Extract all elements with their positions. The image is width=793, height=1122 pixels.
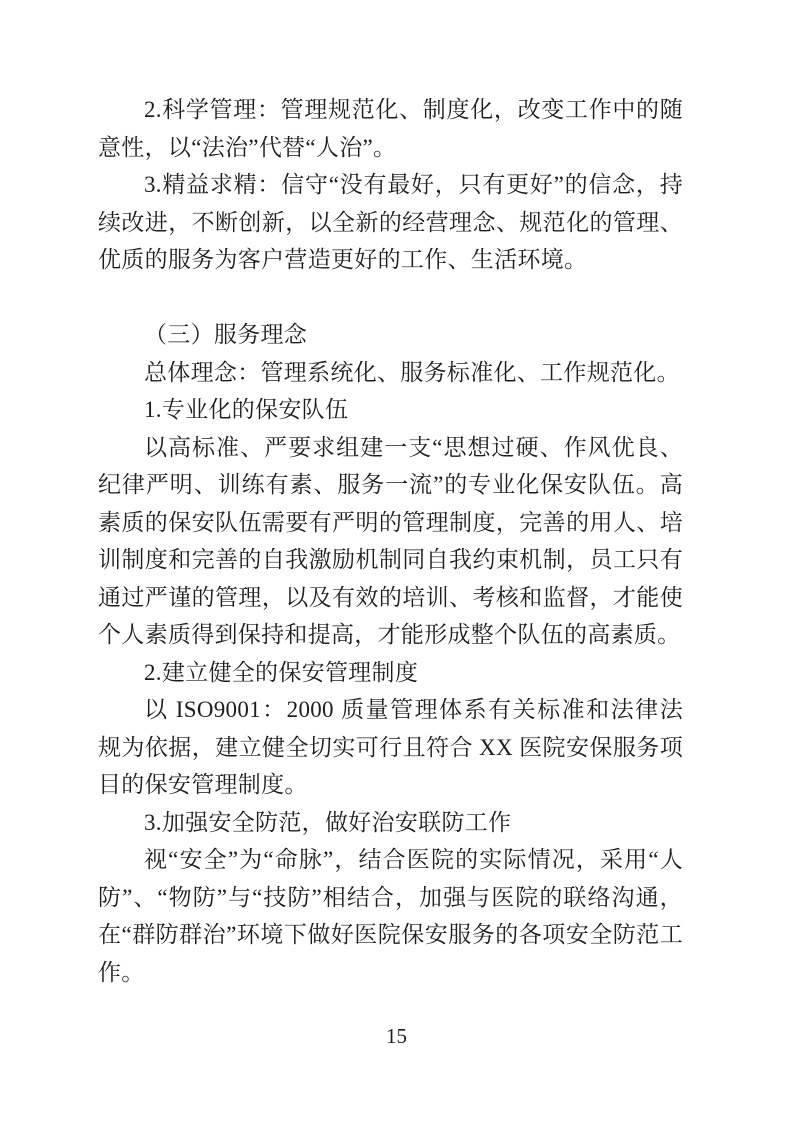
page-footer	[0, 1024, 793, 1049]
body-paragraph-excellence: 3.精益求精：信守“没有最好，只有更好”的信念，持续改进，不断创新，以全新的经营理念、规范化的管理、优质的服务为客户营造更好的工作、生活环境。	[98, 172, 683, 272]
body-paragraph-management-system: 以 ISO9001：2000 质量管理体系有关标准和法律法规为依据，建立健全切实可行且符合 XX 医院安保服务项目的保安管理制度。	[98, 697, 683, 797]
body-paragraph-security-prevention: 视“安全”为“命脉”，结合医院的实际情况，采用“人防”、“物防”与“技防”相结合，加强与医院的联络沟通，在“群防群治”环境下做好医院保安服务的各项安全防范工作。	[98, 847, 683, 985]
blank-line-spacer	[98, 279, 683, 317]
page-number: 15	[386, 1024, 407, 1048]
body-paragraph-overall-concept: 总体理念：管理系统化、服务标准化、工作规范化。	[144, 359, 680, 385]
subsection-heading-professional-team: 1.专业化的保安队伍	[144, 397, 349, 422]
subsection-heading-security-prevention: 3.加强安全防范，做好治安联防工作	[144, 809, 512, 835]
page-content	[98, 91, 683, 991]
subsection-heading-management-system: 2.建立健全的保安管理制度	[144, 659, 419, 685]
section-heading-service-concept: （三）服务理念	[144, 322, 308, 347]
body-paragraph-science-management: 2.科学管理：管理规范化、制度化，改变工作中的随意性，以“法治”代替“人治”。	[98, 97, 683, 160]
body-paragraph-professional-team: 以高标准、严要求组建一支“思想过硬、作风优良、纪律严明、训练有素、服务一流”的专业化保安队伍。高素质的保安队伍需要有严明的管理制度，完善的用人、培训制度和完善的自我激励机制同自我约束机制，员工只有通过严谨的管理，以及有效的培训、考核和监督，才能使个人素质得到保持和提高，才能形成整个队伍的高素质。	[98, 434, 683, 647]
